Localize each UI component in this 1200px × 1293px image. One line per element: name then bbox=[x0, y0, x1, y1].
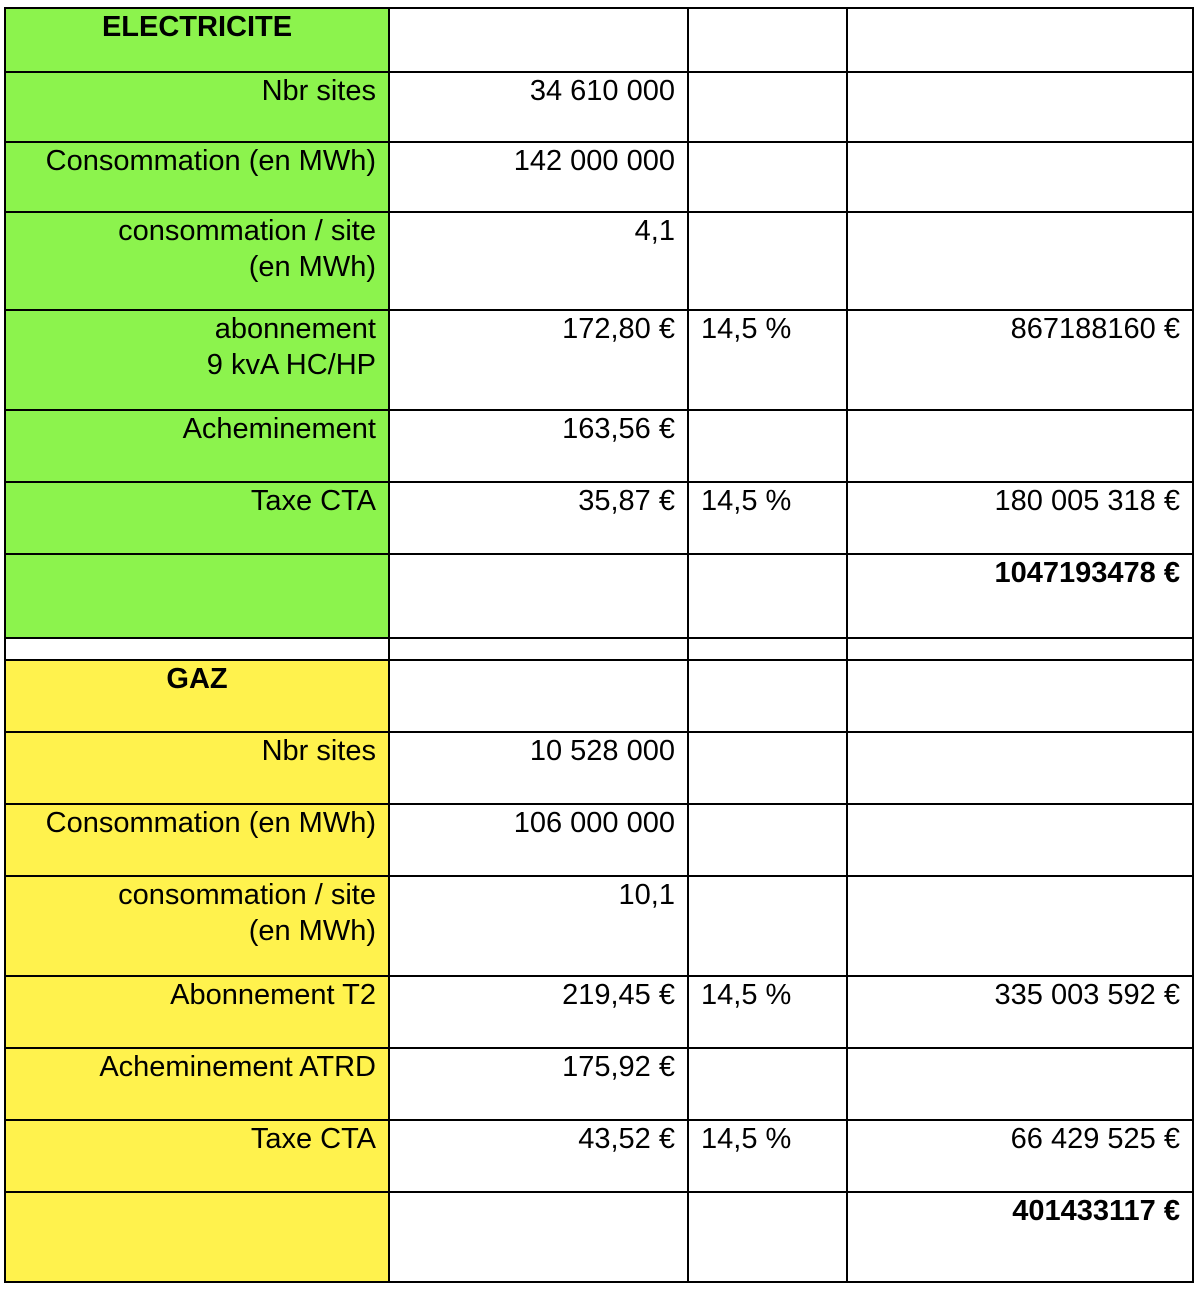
table-row bbox=[5, 310, 1193, 410]
table-row bbox=[5, 142, 1193, 212]
row-pct bbox=[688, 1048, 847, 1120]
row-label: abonnement 9 kvA HC/HP bbox=[5, 310, 389, 410]
table-row bbox=[5, 732, 1193, 804]
row-value: 175,92 € bbox=[389, 1048, 688, 1120]
row-total bbox=[847, 410, 1193, 482]
row-value: 219,45 € bbox=[389, 976, 688, 1048]
row-value: 43,52 € bbox=[389, 1120, 688, 1192]
table-row bbox=[5, 410, 1193, 482]
row-value: 10,1 bbox=[389, 876, 688, 976]
row-value: 4,1 bbox=[389, 212, 688, 310]
grand-total-row bbox=[5, 554, 1193, 638]
row-total bbox=[847, 1048, 1193, 1120]
table-row bbox=[5, 804, 1193, 876]
row-label: Taxe CTA bbox=[5, 1120, 389, 1192]
row-pct bbox=[688, 72, 847, 142]
row-value: 142 000 000 bbox=[389, 142, 688, 212]
row-label: Acheminement ATRD bbox=[5, 1048, 389, 1120]
row-total: 867188160 € bbox=[847, 310, 1193, 410]
gaz-section bbox=[5, 660, 1193, 1282]
row-total: 180 005 318 € bbox=[847, 482, 1193, 554]
row-pct bbox=[688, 410, 847, 482]
row-value: 34 610 000 bbox=[389, 72, 688, 142]
row-pct bbox=[688, 804, 847, 876]
spacer-section bbox=[5, 638, 1193, 660]
row-pct bbox=[688, 142, 847, 212]
tariff-table bbox=[4, 7, 1194, 1283]
row-label: Nbr sites bbox=[5, 732, 389, 804]
row-pct bbox=[688, 876, 847, 976]
table-row bbox=[5, 976, 1193, 1048]
row-pct: 14,5 % bbox=[688, 1120, 847, 1192]
section-title: ELECTRICITE bbox=[5, 8, 389, 72]
row-pct: 14,5 % bbox=[688, 482, 847, 554]
grand-total: 1047193478 € bbox=[847, 554, 1193, 638]
row-value: 172,80 € bbox=[389, 310, 688, 410]
table-row bbox=[5, 482, 1193, 554]
section-title: GAZ bbox=[5, 660, 389, 732]
row-label: Abonnement T2 bbox=[5, 976, 389, 1048]
row-total bbox=[847, 212, 1193, 310]
row-value: 35,87 € bbox=[389, 482, 688, 554]
row-total bbox=[847, 72, 1193, 142]
row-total bbox=[847, 804, 1193, 876]
row-pct bbox=[688, 212, 847, 310]
row-total bbox=[847, 732, 1193, 804]
table-row bbox=[5, 72, 1193, 142]
row-pct: 14,5 % bbox=[688, 976, 847, 1048]
row-label: Taxe CTA bbox=[5, 482, 389, 554]
section-header-row bbox=[5, 8, 1193, 72]
grand-total: 401433117 € bbox=[847, 1192, 1193, 1282]
row-value: 163,56 € bbox=[389, 410, 688, 482]
spacer-row bbox=[5, 638, 1193, 660]
row-label: consommation / site (en MWh) bbox=[5, 212, 389, 310]
table-row bbox=[5, 1120, 1193, 1192]
row-value: 10 528 000 bbox=[389, 732, 688, 804]
row-value: 106 000 000 bbox=[389, 804, 688, 876]
row-total bbox=[847, 876, 1193, 976]
row-label: Consommation (en MWh) bbox=[5, 142, 389, 212]
table-row bbox=[5, 212, 1193, 310]
row-label: Acheminement bbox=[5, 410, 389, 482]
row-total bbox=[847, 142, 1193, 212]
row-label: Nbr sites bbox=[5, 72, 389, 142]
row-pct bbox=[688, 732, 847, 804]
row-label: Consommation (en MWh) bbox=[5, 804, 389, 876]
electricite-section bbox=[5, 8, 1193, 638]
table-row bbox=[5, 1048, 1193, 1120]
row-total: 66 429 525 € bbox=[847, 1120, 1193, 1192]
section-header-row bbox=[5, 660, 1193, 732]
grand-total-row bbox=[5, 1192, 1193, 1282]
row-pct: 14,5 % bbox=[688, 310, 847, 410]
row-total: 335 003 592 € bbox=[847, 976, 1193, 1048]
row-label: consommation / site (en MWh) bbox=[5, 876, 389, 976]
table-row bbox=[5, 876, 1193, 976]
